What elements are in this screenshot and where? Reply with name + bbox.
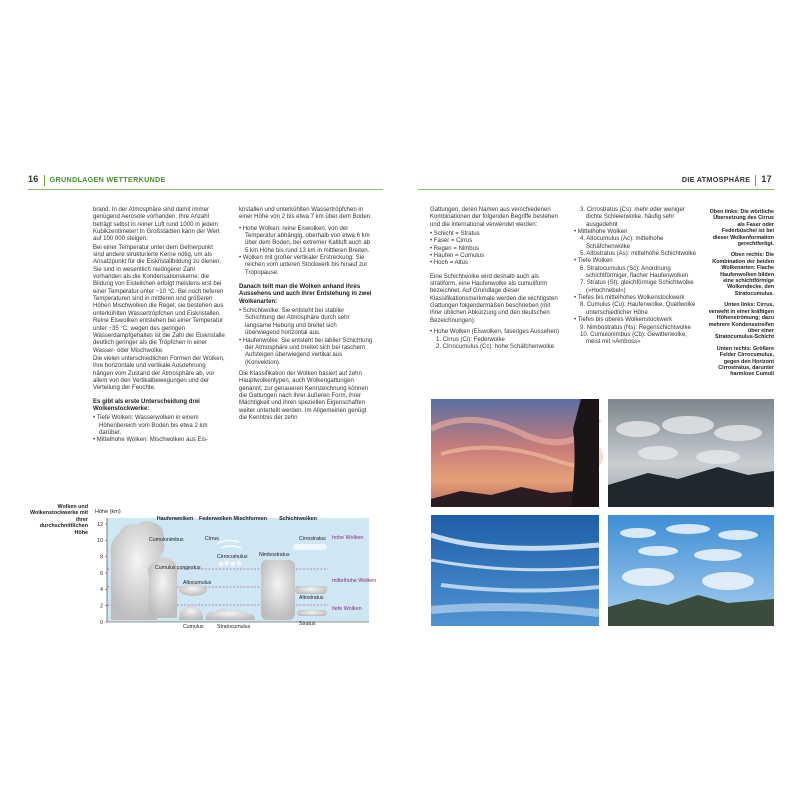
bullet-list (430, 231, 564, 268)
paragraph: Eine Schichtwolke wird deshalb auch als stratiform, eine Haufenwolke als cumuliform bezeichnet. Auf Grundlage dieser Klassifikationsmerkmale werden die wichtigsten Gattungen folgendermaßen beschrieben (mit ihrer üblichen Abkürzung und den deutschen Bezeichnungen): (430, 273, 558, 324)
paragraph: brand. In der Atmosphäre sind damit immer genügend Aerosole vorhanden. Ihre Anzahl beträgt selbst in reiner Luft rund 1000 in jedem Kubikzentimeter! In Großstädten kann der Wert auf 100 000 steigen. (93, 207, 220, 243)
left-page-number: 16 (28, 174, 39, 184)
stratus-shape (297, 610, 327, 616)
paragraph: Die Klassifikation der Wolken basiert auf zehn Hauptwolkentypen, auch Wolkengattungen genannt; zur genaueren Kennzeichnung können die Gattungen nach ihrer äußeren Form, ihrer Mächtigkeit und ihren speziellen Eigenschaften weiter unterteilt werden. Im Allgemeinen genügt die Kenntnis der zehn (239, 370, 369, 421)
level-label-hohe: hohe Wolken (332, 535, 364, 541)
label-cumulonimbus: Cumulonimbus (149, 537, 184, 543)
list-item: 5. Altostratus (As): mittelhohe Schichtwolke (580, 251, 696, 258)
list-item: • Haufenwolke: Sie entsteht bei labiler Schichtung der Atmosphäre und breitet sich bei raschem Aufsteigen überwiegend vertikal aus (Konvektion). (239, 337, 373, 366)
cloud-diagram-svg (93, 506, 377, 630)
right-column-2 (574, 207, 696, 350)
left-running-title: GRUNDLAGEN WETTERKUNDE (49, 175, 166, 184)
left-column-2 (239, 207, 373, 426)
list-item: • Regen = Nimbus (430, 245, 480, 252)
label-stratocumulus: Stratocumulus (217, 624, 251, 630)
col-head-haufen: Haufenwolken (156, 516, 194, 522)
list-item: 8. Cumulus (Cu): Haufenwolke, Quellwolke unterschiedlicher Höhe (580, 302, 696, 316)
y-tick-label: 2 (100, 603, 103, 610)
list-item: • Mittelhohe Wolken (574, 229, 628, 236)
altostratus-shape (295, 586, 327, 594)
header-divider (755, 175, 756, 186)
photo-cirrocumulus (608, 515, 774, 626)
photo-captions (708, 209, 774, 383)
bullet-list (430, 329, 564, 351)
caption-top-right: Oben rechts: Die Kombination der beiden Wolkenarten: Flache Haufenwolken bilden eine schichtförmige Wolkendecke, den Stratocumulus. (712, 252, 774, 297)
list-item: • Haufen = Cumulus (430, 253, 485, 260)
label-cumulus-congestus: Cumulus congestus (155, 565, 201, 571)
label-cirrostratus: Cirrostratus (299, 536, 326, 542)
section-heading: Danach teilt man die Wolken anhand ihres Aussehens und auch ihrer Entstehung in zwei Wolkenarten: (239, 284, 372, 305)
list-item: • Faser = Cirrus (430, 238, 473, 245)
level-label-tief: tiefe Wolken (332, 606, 362, 612)
list-item: • Tiefe Wolken (574, 258, 613, 265)
list-item: • Hohe Wolken (Eiswolken, faseriges Aussehen) (430, 329, 560, 336)
paragraph: kristallen und unterkühlten Wassertröpfchen in einer Höhe von 2 bis etwa 7 km über dem Boden. (239, 207, 372, 221)
right-running-title: DIE ATMOSPHÄRE (681, 175, 751, 184)
label-cirrocumulus: Cirrocumulus (217, 554, 248, 560)
paragraph: Die vielen unterschiedlichen Formen der Wolken, ihre horizontale und vertikale Ausdehnung hängen vom Zustand der Atmosphäre ab, vor allem von den Vertikalbewegungen und der Verteilung der Feuchte. (93, 355, 225, 392)
list-item: • Wolken mit großer vertikaler Erstreckung: Sie reichen vom unteren Stockwerk bis hinauf zur Tropopause. (239, 255, 368, 276)
level-label-mittel: mittelhohe Wolken (332, 578, 377, 584)
list-item: • Hoch = Altus (430, 260, 468, 267)
label-cirrus: Cirrus (205, 536, 219, 542)
left-header-rule (28, 189, 383, 190)
list-item: • Hohe Wolken: reine Eiswolken, von der Temperatur abhängig, oberhalb von etwa 6 km über dem Boden, bei extremer Kaltluft auch ab 5 km Höhe bis rund 13 km in mittleren Breiten. (239, 225, 371, 254)
list-item: • Tiefe Wolken: Wasserwolken in einem Höhenbereich vom Boden bis etwa 2 km darüber. (93, 415, 208, 436)
right-column-1 (430, 207, 564, 354)
list-item: 7. Stratus (St): gleichförmige Schichtwolke (»Hochnebel«) (580, 280, 694, 294)
y-tick-label: 10 (97, 538, 103, 545)
cloud-genus-list (574, 207, 696, 347)
paragraph: Bei einer Temperatur unter dem Gefrierpunkt sind andere strukturierte Kerne nötig, um als Ansatzpunkt für die Eiskristallbildung zu dienen. Sie sind in wesentlich niedrigerer Zahl vorhanden als die Kondensationskerne; die Bildung von Eisteilchen erfolgt meistens erst bei einer Temperatur unter −10 °C. Bei noch tieferen Temperaturen sind in mittleren und größeren Höhen Mischwolken die Regel; sie bestehen aus unterkühlten Wassertröpfchen und Eiskristallen. Reine Eiswolken entstehen bei einer Temperatur unter −35 °C; wegen des geringen Wasserdampfgehaltes ist die Zahl der Eiskristalle deutlich geringer als die Tröpfchen in einer Wasser- oder Mischwolke. (93, 244, 225, 354)
list-item: 6. Stratocumulus (Sc): Anordnung schichtförmiger, flacher Haufenwolken (580, 265, 689, 280)
list-item: • Schichtwolke: Sie entsteht bei stabiler Schichtung der Atmosphäre durch sehr langsame Hebung und breitet sich überwiegend horizontal aus. (239, 308, 350, 337)
section-heading: Es gibt als erste Unterscheidung drei Wolkenstockwerke: (93, 398, 200, 412)
list-item: • Schicht = Stratus (430, 231, 480, 238)
list-item: • Tiefes bis mittelhohes Wolkenstockwerk (574, 295, 685, 302)
right-page-number: 17 (761, 174, 772, 184)
cloud-height-diagram (93, 506, 377, 630)
list-item: 1. Cirrus (Ci): Federwolke (436, 336, 505, 343)
photo-stratocumulus (608, 399, 774, 507)
caption-bottom-left: Unten links: Cirrus, verweht in einer kräftigen Höhenströmung; dazu mehrere Kondensstreifen über einer Stratocumulus-Schicht (708, 302, 774, 341)
list-item: 9. Nimbostratus (Ns): Regenschichtwolke (580, 324, 691, 331)
label-cumulus: Cumulus (183, 624, 204, 630)
y-tick-label: 12 (97, 521, 103, 528)
cirrostratus-shape (293, 544, 327, 550)
nimbostratus-shape (261, 560, 295, 620)
y-tick-label: 8 (100, 554, 103, 561)
y-axis-label: Höhe (km) (95, 509, 121, 515)
caption-top-left: Oben links: Die wörtliche Übersetzung des Cirrus als Faser oder Federbüschel ist bei dieser Wolkenformation gerechtfertigt. (709, 209, 774, 248)
right-page-header (682, 174, 772, 186)
list-item: • Tiefes bis oberes Wolkenstockwerk (574, 317, 673, 324)
photo-cirrus-sunset (431, 399, 599, 507)
bullet-list (93, 415, 225, 444)
list-item: 3. Cirrostratus (Cs): mehr oder weniger dichte Schleierwolke, häufig sehr ausgedehnt (580, 207, 685, 228)
col-head-feder: Federwolken Mischformen (199, 516, 267, 522)
list-item: • Mittelhohe Wolken: Mischwolken aus Eis- (93, 437, 208, 444)
col-head-schicht: Schichtwolken (279, 516, 317, 522)
list-item: 10. Cumulonimbus (Cb): Gewitterwolke, meist mit »Amboss« (580, 331, 687, 346)
y-tick-label: 0 (100, 619, 103, 626)
label-nimbostratus: Nimbostratus (259, 552, 290, 558)
caption-bottom-right: Unten rechts: Größere Felder Cirrocumulus, gegen den Horizont Cirrostratus, darunter harmlose Cumuli (716, 345, 774, 378)
label-stratus: Stratus (299, 621, 316, 627)
bullet-list (239, 226, 373, 277)
label-altostratus: Altostratus (299, 595, 324, 601)
chart-caption: Wolken und Wolkenstockwerke mit ihrer durchschnittlichen Höhe (29, 504, 88, 536)
photo-cirrus-contrails (431, 515, 599, 626)
bullet-list (239, 308, 373, 367)
y-ticks (97, 522, 107, 626)
header-divider (44, 175, 45, 186)
left-page-header (28, 174, 166, 186)
left-column-1 (93, 207, 225, 448)
list-item: 4. Altocumulus (Ac): mittelhohe Schäfchenwolke (580, 236, 664, 250)
right-header-rule (418, 189, 774, 190)
y-tick-label: 6 (100, 570, 103, 577)
y-tick-label: 4 (100, 587, 103, 594)
label-altocumulus: Altocumulus (183, 580, 212, 586)
list-item: 2. Cirrocumulus (Cc): hohe Schäfchenwolke (436, 343, 554, 350)
paragraph: Gattungen, deren Namen aus verschiedenen Kombinationen der folgenden Begriffe bestehen und die international verwendet werden: (430, 207, 558, 228)
